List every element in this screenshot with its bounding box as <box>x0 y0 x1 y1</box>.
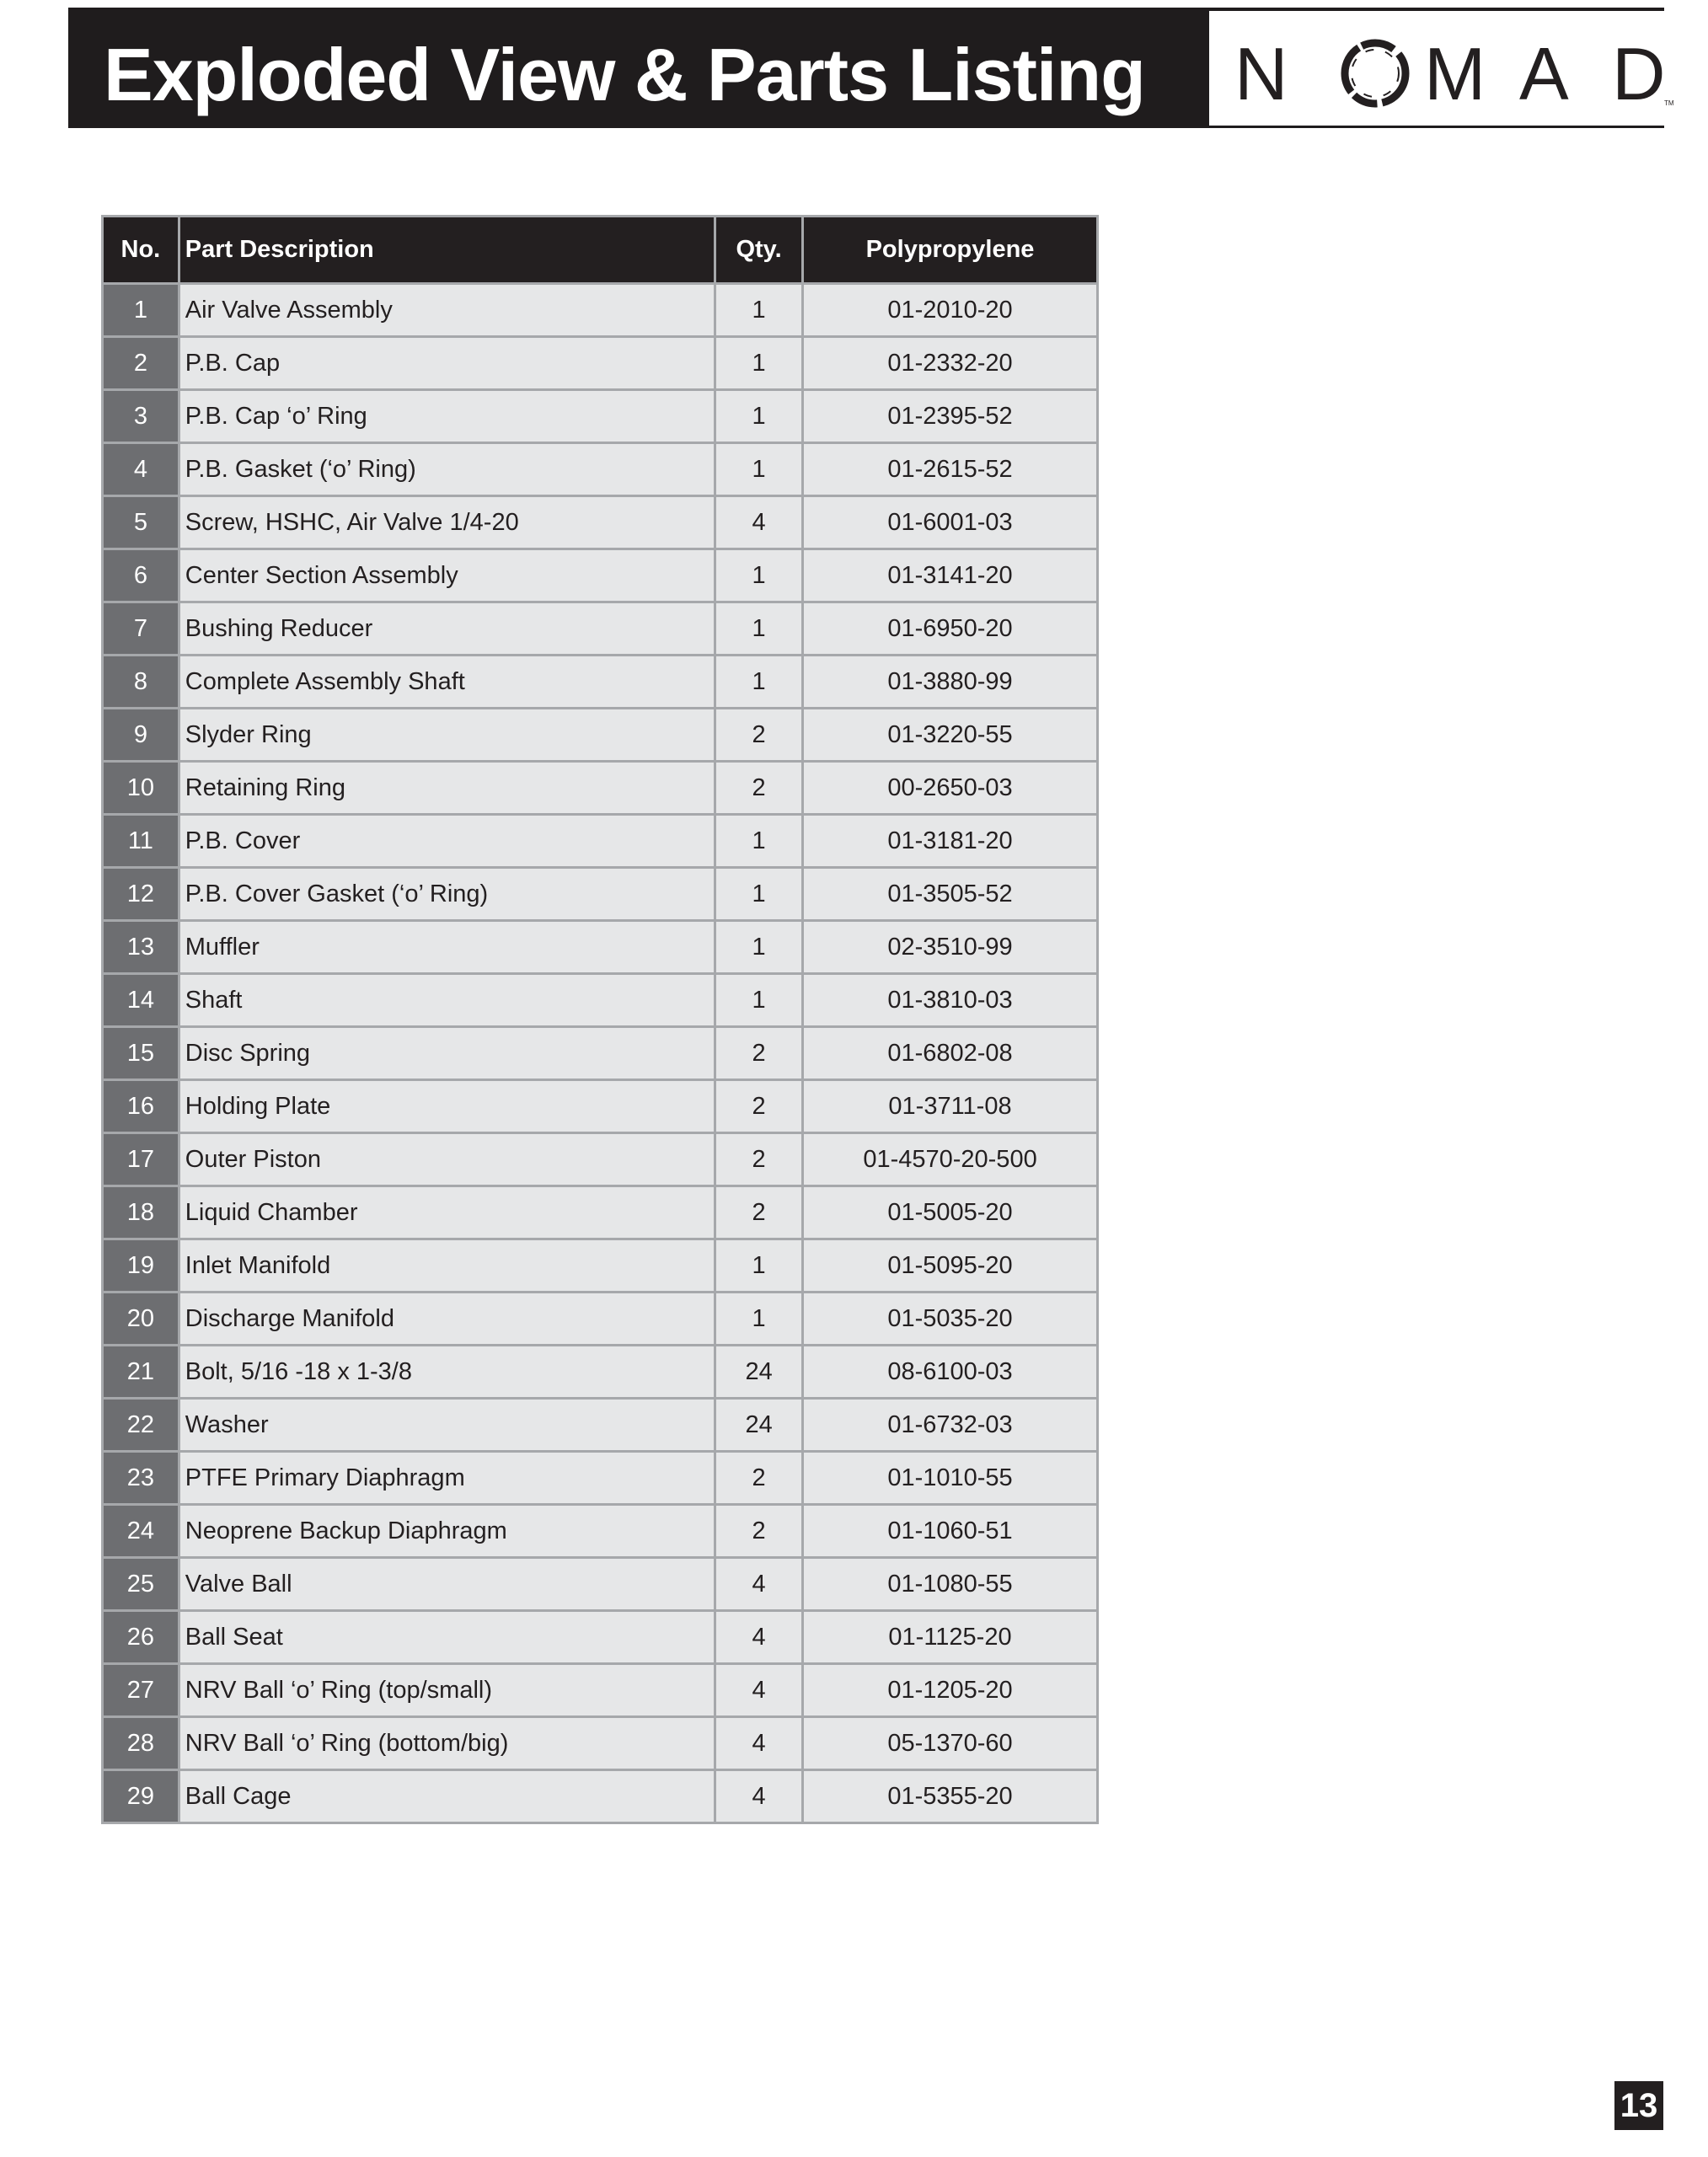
part-description-cell: Holding Plate <box>179 1080 715 1133</box>
part-qty-cell: 1 <box>715 1293 803 1346</box>
header-description: Part Description <box>179 217 715 284</box>
table-row <box>103 1399 1098 1452</box>
part-code-cell: 01-6732-03 <box>803 1399 1098 1452</box>
table-row <box>103 974 1098 1027</box>
parts-table <box>101 215 1099 1824</box>
part-code-cell: 02-3510-99 <box>803 921 1098 974</box>
part-number-cell: 13 <box>103 921 179 974</box>
table-row <box>103 1717 1098 1770</box>
part-qty-cell: 2 <box>715 1186 803 1239</box>
table-row <box>103 921 1098 974</box>
part-qty-cell: 4 <box>715 1770 803 1823</box>
part-number-cell: 29 <box>103 1770 179 1823</box>
part-code-cell: 01-1125-20 <box>803 1611 1098 1664</box>
part-description-cell: P.B. Cover Gasket (‘o’ Ring) <box>179 868 715 921</box>
table-row <box>103 1239 1098 1293</box>
part-code-cell: 01-3141-20 <box>803 549 1098 602</box>
part-number-cell: 23 <box>103 1452 179 1505</box>
part-number-cell: 28 <box>103 1717 179 1770</box>
part-number-cell: 10 <box>103 762 179 815</box>
logo-letter-n: N <box>1234 32 1288 115</box>
part-description-cell: Liquid Chamber <box>179 1186 715 1239</box>
table-row <box>103 1558 1098 1611</box>
page-title: Exploded View & Parts Listing <box>104 33 1145 116</box>
part-description-cell: NRV Ball ‘o’ Ring (top/small) <box>179 1664 715 1717</box>
logo-o-circle-icon <box>1345 43 1405 104</box>
page-number: 13 <box>1614 2081 1663 2130</box>
part-number-cell: 12 <box>103 868 179 921</box>
part-qty-cell: 2 <box>715 709 803 762</box>
part-qty-cell: 1 <box>715 868 803 921</box>
part-number-cell: 17 <box>103 1133 179 1186</box>
header-polypropylene: Polypropylene <box>803 217 1098 284</box>
page-header <box>68 8 1674 128</box>
part-description-cell: Valve Ball <box>179 1558 715 1611</box>
table-row <box>103 1346 1098 1399</box>
part-description-cell: Inlet Manifold <box>179 1239 715 1293</box>
table-row <box>103 390 1098 443</box>
part-qty-cell: 2 <box>715 1505 803 1558</box>
part-description-cell: Neoprene Backup Diaphragm <box>179 1505 715 1558</box>
part-number-cell: 2 <box>103 337 179 390</box>
table-row <box>103 602 1098 656</box>
part-qty-cell: 4 <box>715 1558 803 1611</box>
part-code-cell: 08-6100-03 <box>803 1346 1098 1399</box>
part-code-cell: 01-2332-20 <box>803 337 1098 390</box>
part-number-cell: 9 <box>103 709 179 762</box>
part-code-cell: 01-3220-55 <box>803 709 1098 762</box>
part-description-cell: Retaining Ring <box>179 762 715 815</box>
part-qty-cell: 1 <box>715 337 803 390</box>
part-description-cell: P.B. Cap <box>179 337 715 390</box>
part-code-cell: 01-6802-08 <box>803 1027 1098 1080</box>
part-qty-cell: 1 <box>715 921 803 974</box>
table-row <box>103 284 1098 337</box>
part-code-cell: 01-2615-52 <box>803 443 1098 496</box>
part-code-cell: 01-1060-51 <box>803 1505 1098 1558</box>
table-row <box>103 1080 1098 1133</box>
table-row <box>103 762 1098 815</box>
part-description-cell: Bushing Reducer <box>179 602 715 656</box>
part-code-cell: 01-2395-52 <box>803 390 1098 443</box>
part-qty-cell: 1 <box>715 1239 803 1293</box>
part-qty-cell: 1 <box>715 656 803 709</box>
part-qty-cell: 1 <box>715 443 803 496</box>
header-no: No. <box>103 217 179 284</box>
part-description-cell: Center Section Assembly <box>179 549 715 602</box>
part-code-cell: 01-3880-99 <box>803 656 1098 709</box>
table-row <box>103 709 1098 762</box>
part-number-cell: 16 <box>103 1080 179 1133</box>
part-description-cell: Ball Seat <box>179 1611 715 1664</box>
part-description-cell: P.B. Cover <box>179 815 715 868</box>
part-description-cell: Shaft <box>179 974 715 1027</box>
part-description-cell: Bolt, 5/16 -18 x 1-3/8 <box>179 1346 715 1399</box>
table-row <box>103 1505 1098 1558</box>
part-number-cell: 22 <box>103 1399 179 1452</box>
part-description-cell: Ball Cage <box>179 1770 715 1823</box>
parts-table-body <box>103 284 1098 1823</box>
part-qty-cell: 24 <box>715 1399 803 1452</box>
part-number-cell: 20 <box>103 1293 179 1346</box>
part-code-cell: 01-3181-20 <box>803 815 1098 868</box>
table-row <box>103 815 1098 868</box>
part-description-cell: Washer <box>179 1399 715 1452</box>
table-row <box>103 549 1098 602</box>
part-description-cell: P.B. Gasket (‘o’ Ring) <box>179 443 715 496</box>
table-row <box>103 337 1098 390</box>
part-number-cell: 24 <box>103 1505 179 1558</box>
part-code-cell: 01-1080-55 <box>803 1558 1098 1611</box>
part-description-cell: Muffler <box>179 921 715 974</box>
part-qty-cell: 1 <box>715 284 803 337</box>
part-number-cell: 5 <box>103 496 179 549</box>
table-row <box>103 868 1098 921</box>
nomad-logo-graphic <box>1209 11 1708 126</box>
part-qty-cell: 1 <box>715 549 803 602</box>
part-description-cell: Discharge Manifold <box>179 1293 715 1346</box>
nomad-logo <box>1209 11 1708 126</box>
part-description-cell: NRV Ball ‘o’ Ring (bottom/big) <box>179 1717 715 1770</box>
part-qty-cell: 1 <box>715 815 803 868</box>
part-description-cell: Slyder Ring <box>179 709 715 762</box>
part-qty-cell: 4 <box>715 1664 803 1717</box>
part-qty-cell: 2 <box>715 1452 803 1505</box>
logo-trademark: TM <box>1664 99 1674 107</box>
part-qty-cell: 2 <box>715 762 803 815</box>
part-code-cell: 01-1010-55 <box>803 1452 1098 1505</box>
part-qty-cell: 4 <box>715 1611 803 1664</box>
part-number-cell: 19 <box>103 1239 179 1293</box>
part-number-cell: 26 <box>103 1611 179 1664</box>
part-number-cell: 7 <box>103 602 179 656</box>
part-code-cell: 01-3711-08 <box>803 1080 1098 1133</box>
part-qty-cell: 4 <box>715 1717 803 1770</box>
header-qty: Qty. <box>715 217 803 284</box>
part-code-cell: 01-5005-20 <box>803 1186 1098 1239</box>
logo-letter-a: A <box>1519 32 1569 115</box>
part-number-cell: 14 <box>103 974 179 1027</box>
part-qty-cell: 1 <box>715 602 803 656</box>
part-description-cell: Disc Spring <box>179 1027 715 1080</box>
part-number-cell: 25 <box>103 1558 179 1611</box>
part-code-cell: 01-6950-20 <box>803 602 1098 656</box>
part-number-cell: 11 <box>103 815 179 868</box>
part-number-cell: 1 <box>103 284 179 337</box>
table-row <box>103 656 1098 709</box>
table-row <box>103 1133 1098 1186</box>
table-row <box>103 1027 1098 1080</box>
part-description-cell: P.B. Cap ‘o’ Ring <box>179 390 715 443</box>
part-number-cell: 27 <box>103 1664 179 1717</box>
part-qty-cell: 2 <box>715 1080 803 1133</box>
part-description-cell: Air Valve Assembly <box>179 284 715 337</box>
table-row <box>103 1186 1098 1239</box>
part-code-cell: 01-5095-20 <box>803 1239 1098 1293</box>
part-qty-cell: 4 <box>715 496 803 549</box>
part-number-cell: 18 <box>103 1186 179 1239</box>
part-number-cell: 15 <box>103 1027 179 1080</box>
part-description-cell: Complete Assembly Shaft <box>179 656 715 709</box>
part-code-cell: 00-2650-03 <box>803 762 1098 815</box>
part-qty-cell: 1 <box>715 974 803 1027</box>
part-code-cell: 01-2010-20 <box>803 284 1098 337</box>
part-qty-cell: 24 <box>715 1346 803 1399</box>
part-description-cell: Screw, HSHC, Air Valve 1/4-20 <box>179 496 715 549</box>
table-row <box>103 1452 1098 1505</box>
part-code-cell: 05-1370-60 <box>803 1717 1098 1770</box>
part-description-cell: Outer Piston <box>179 1133 715 1186</box>
table-row <box>103 1611 1098 1664</box>
part-description-cell: PTFE Primary Diaphragm <box>179 1452 715 1505</box>
part-number-cell: 21 <box>103 1346 179 1399</box>
part-qty-cell: 2 <box>715 1133 803 1186</box>
part-code-cell: 01-4570-20-500 <box>803 1133 1098 1186</box>
logo-letter-m: M <box>1424 32 1486 115</box>
table-row <box>103 496 1098 549</box>
part-number-cell: 4 <box>103 443 179 496</box>
part-code-cell: 01-6001-03 <box>803 496 1098 549</box>
part-code-cell: 01-3505-52 <box>803 868 1098 921</box>
part-number-cell: 6 <box>103 549 179 602</box>
part-code-cell: 01-3810-03 <box>803 974 1098 1027</box>
part-number-cell: 8 <box>103 656 179 709</box>
part-qty-cell: 1 <box>715 390 803 443</box>
part-code-cell: 01-5035-20 <box>803 1293 1098 1346</box>
table-row <box>103 1293 1098 1346</box>
table-row <box>103 1664 1098 1717</box>
part-number-cell: 3 <box>103 390 179 443</box>
part-code-cell: 01-5355-20 <box>803 1770 1098 1823</box>
part-qty-cell: 2 <box>715 1027 803 1080</box>
table-row <box>103 443 1098 496</box>
logo-letter-d: D <box>1612 32 1666 115</box>
part-code-cell: 01-1205-20 <box>803 1664 1098 1717</box>
parts-table-header-row <box>103 217 1098 284</box>
table-row <box>103 1770 1098 1823</box>
